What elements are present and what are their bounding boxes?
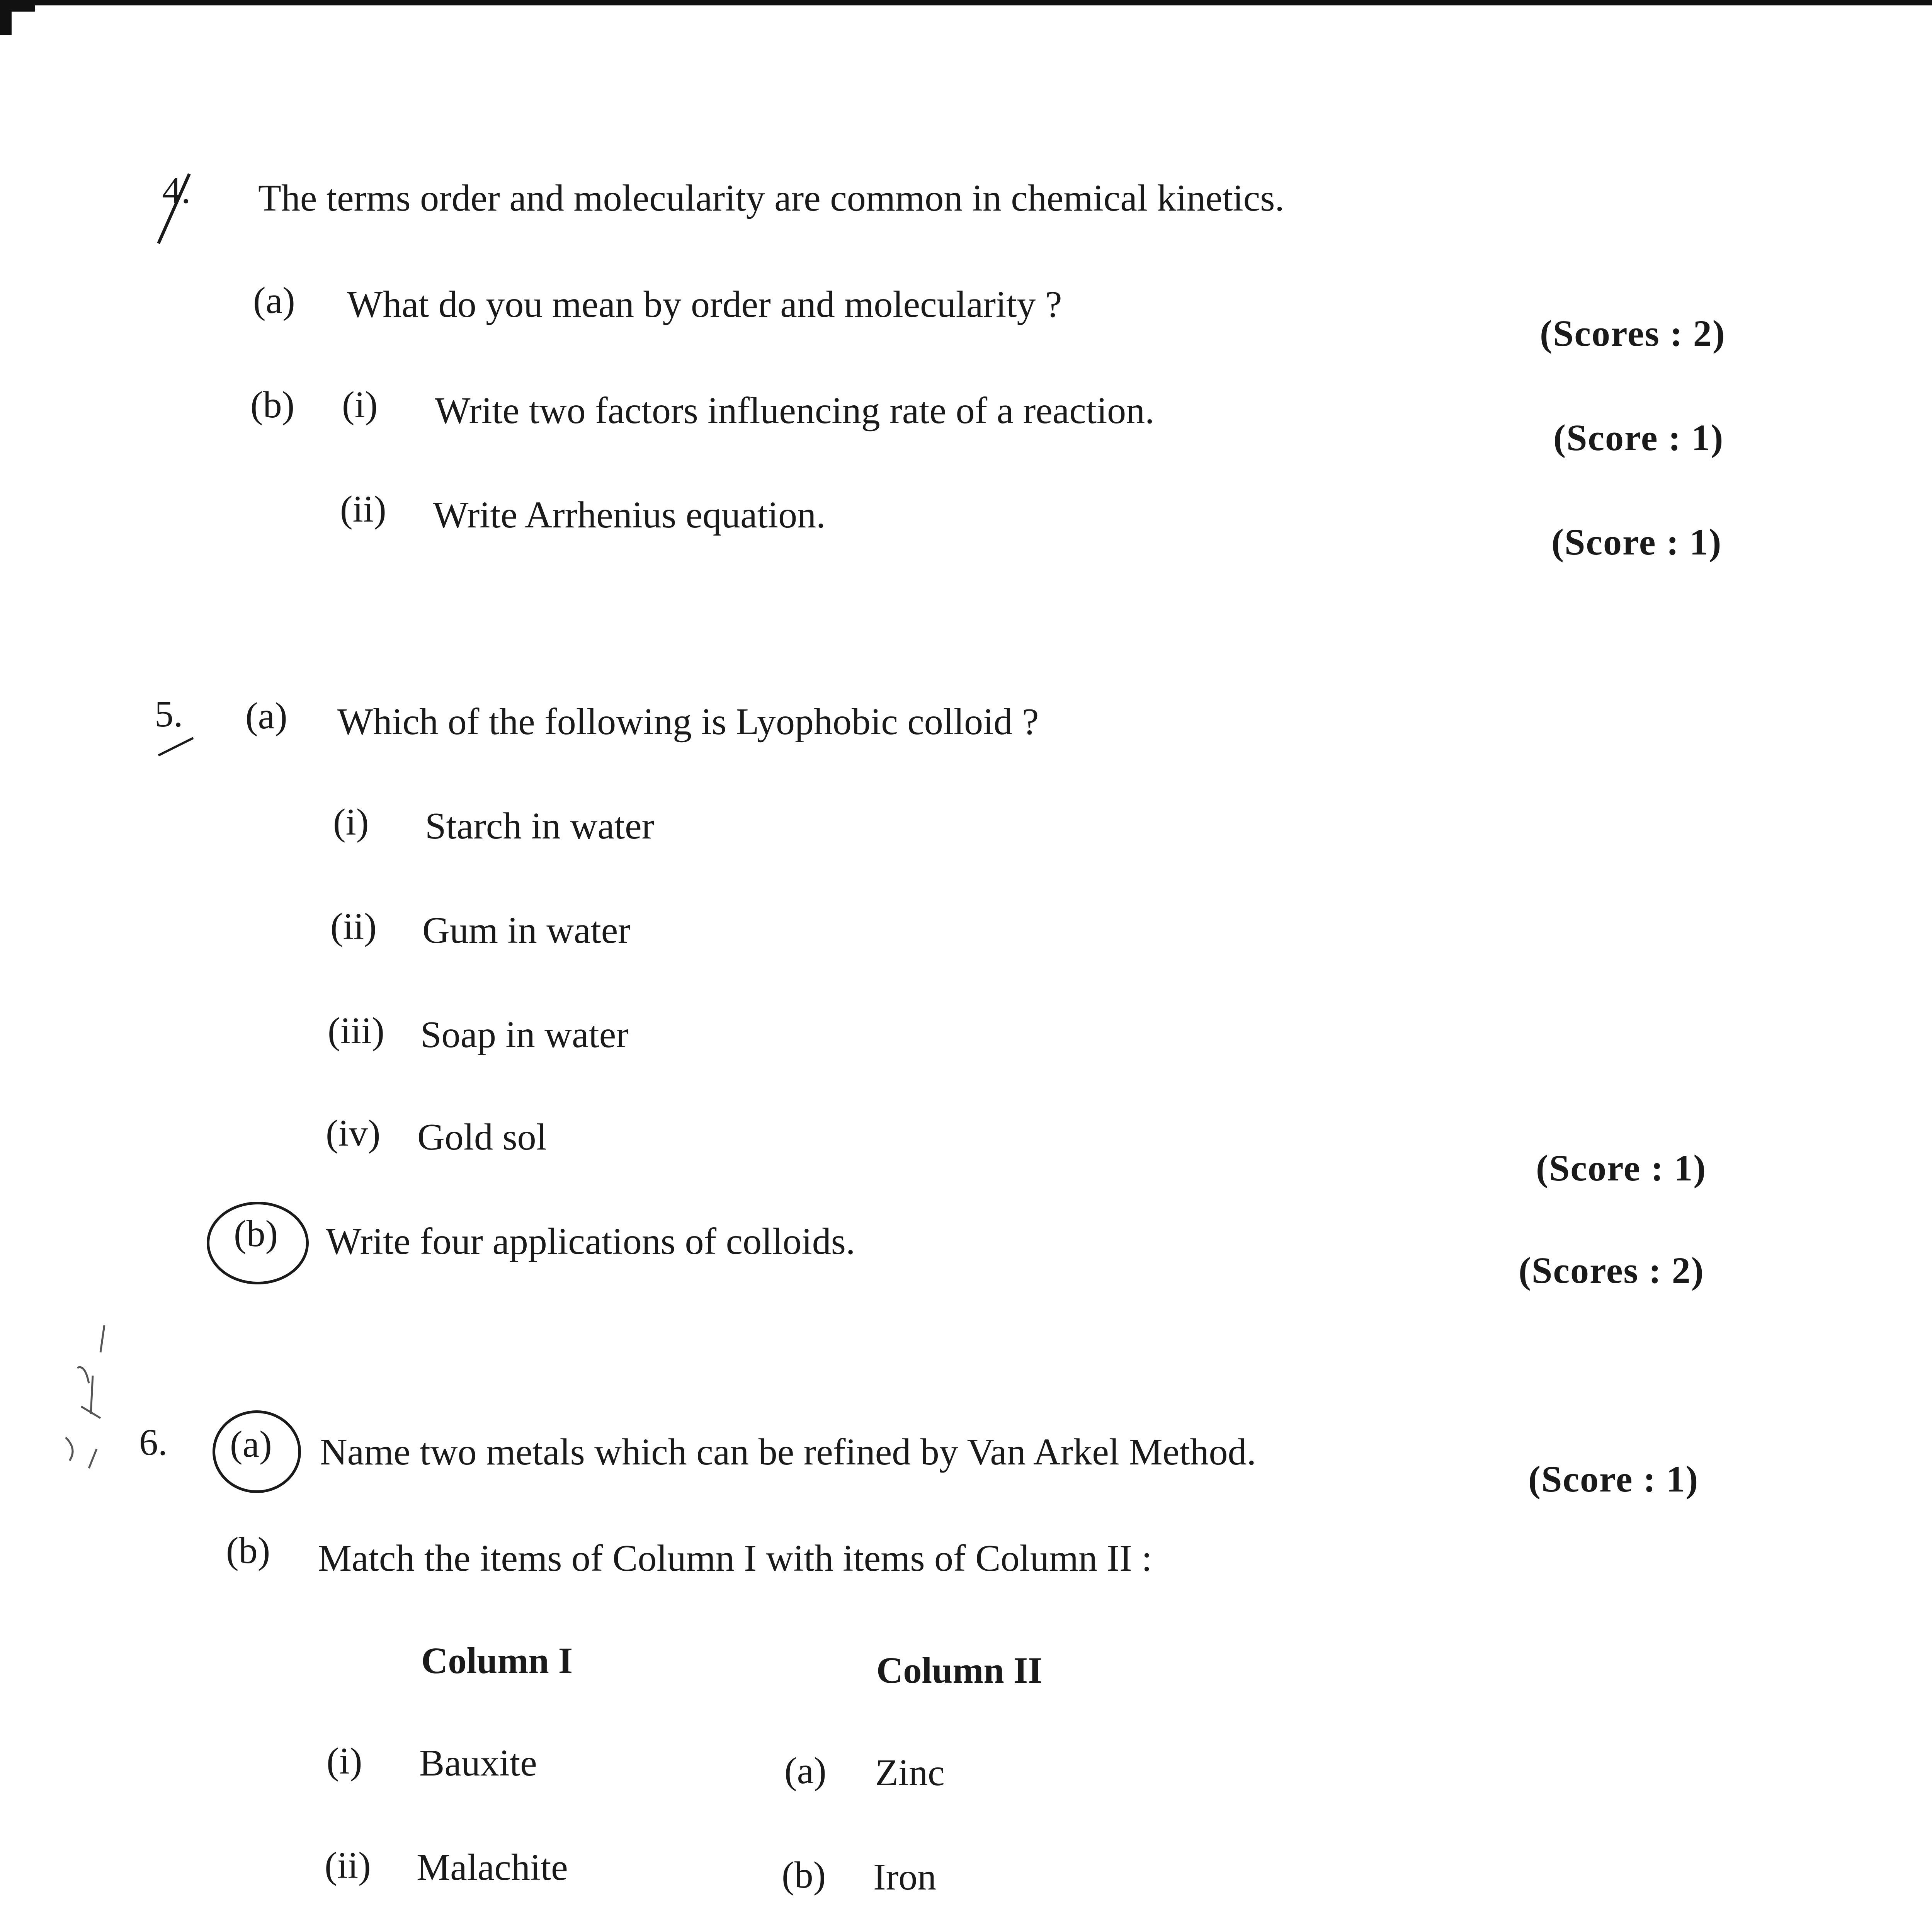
q6-b-label: (b) — [226, 1530, 270, 1571]
q5-a-label: (a) — [245, 695, 287, 737]
column-2-item-text: Iron — [873, 1856, 937, 1898]
q5-b-text: Write four applications of colloids. — [326, 1221, 855, 1262]
q4-number: 4. — [162, 170, 191, 211]
q5-b-score: (Scores : 2) — [1519, 1250, 1704, 1291]
q4-b-ii-text: Write Arrhenius equation. — [433, 494, 826, 536]
q4-a-label: (a) — [253, 280, 295, 321]
column-1-item-text: Bauxite — [419, 1742, 537, 1784]
q5-option-text: Gum in water — [422, 910, 631, 951]
q4-a-text: What do you mean by order and molecularity ? — [347, 284, 1062, 325]
column-2-item-label: (b) — [782, 1854, 826, 1896]
q4-b-i-label: (i) — [342, 384, 378, 426]
q5-option-text: Starch in water — [425, 805, 655, 847]
q5-option-text: Soap in water — [420, 1014, 629, 1056]
q5-a-text: Which of the following is Lyophobic colloid ? — [337, 701, 1039, 743]
q5-option-text: Gold sol — [417, 1116, 547, 1158]
q6-a-text: Name two metals which can be refined by Van Arkel Method. — [320, 1431, 1257, 1473]
margin-scribble — [54, 1321, 131, 1485]
q4-a-score: (Scores : 2) — [1540, 313, 1726, 354]
scan-edge-left-top — [0, 0, 12, 35]
q6-a-score: (Score : 1) — [1528, 1458, 1699, 1500]
q4-b-ii-score: (Score : 1) — [1551, 521, 1722, 563]
q5-a-score: (Score : 1) — [1536, 1147, 1707, 1189]
column-2-item-label: (a) — [784, 1750, 827, 1792]
q5-option-label: (ii) — [330, 906, 377, 947]
column-1-item-label: (i) — [327, 1740, 362, 1782]
q6-a-label: (a) — [230, 1423, 272, 1465]
q5-option-label: (i) — [333, 801, 369, 843]
q5-option-label: (iii) — [328, 1010, 384, 1052]
q4-b-label: (b) — [250, 384, 295, 426]
column-1-item-text: Malachite — [417, 1847, 568, 1888]
handwritten-tick-mark — [155, 730, 201, 761]
q4-stem: The terms order and molecularity are common in chemical kinetics. — [258, 177, 1284, 219]
q5-number: 5. — [155, 693, 183, 735]
q6-number: 6. — [139, 1422, 168, 1463]
scan-edge-top — [0, 0, 1932, 5]
column-1-header: Column I — [421, 1640, 573, 1681]
q4-b-ii-label: (ii) — [340, 488, 386, 530]
q4-b-i-score: (Score : 1) — [1553, 417, 1724, 458]
q6-b-text: Match the items of Column I with items of Column II : — [318, 1537, 1152, 1579]
q5-b-label: (b) — [234, 1213, 278, 1255]
column-2-item-text: Zinc — [875, 1752, 945, 1794]
q4-b-i-text: Write two factors influencing rate of a reaction. — [435, 390, 1155, 432]
column-2-header: Column II — [876, 1650, 1043, 1691]
column-1-item-label: (ii) — [325, 1845, 371, 1886]
q5-option-label: (iv) — [326, 1112, 381, 1154]
